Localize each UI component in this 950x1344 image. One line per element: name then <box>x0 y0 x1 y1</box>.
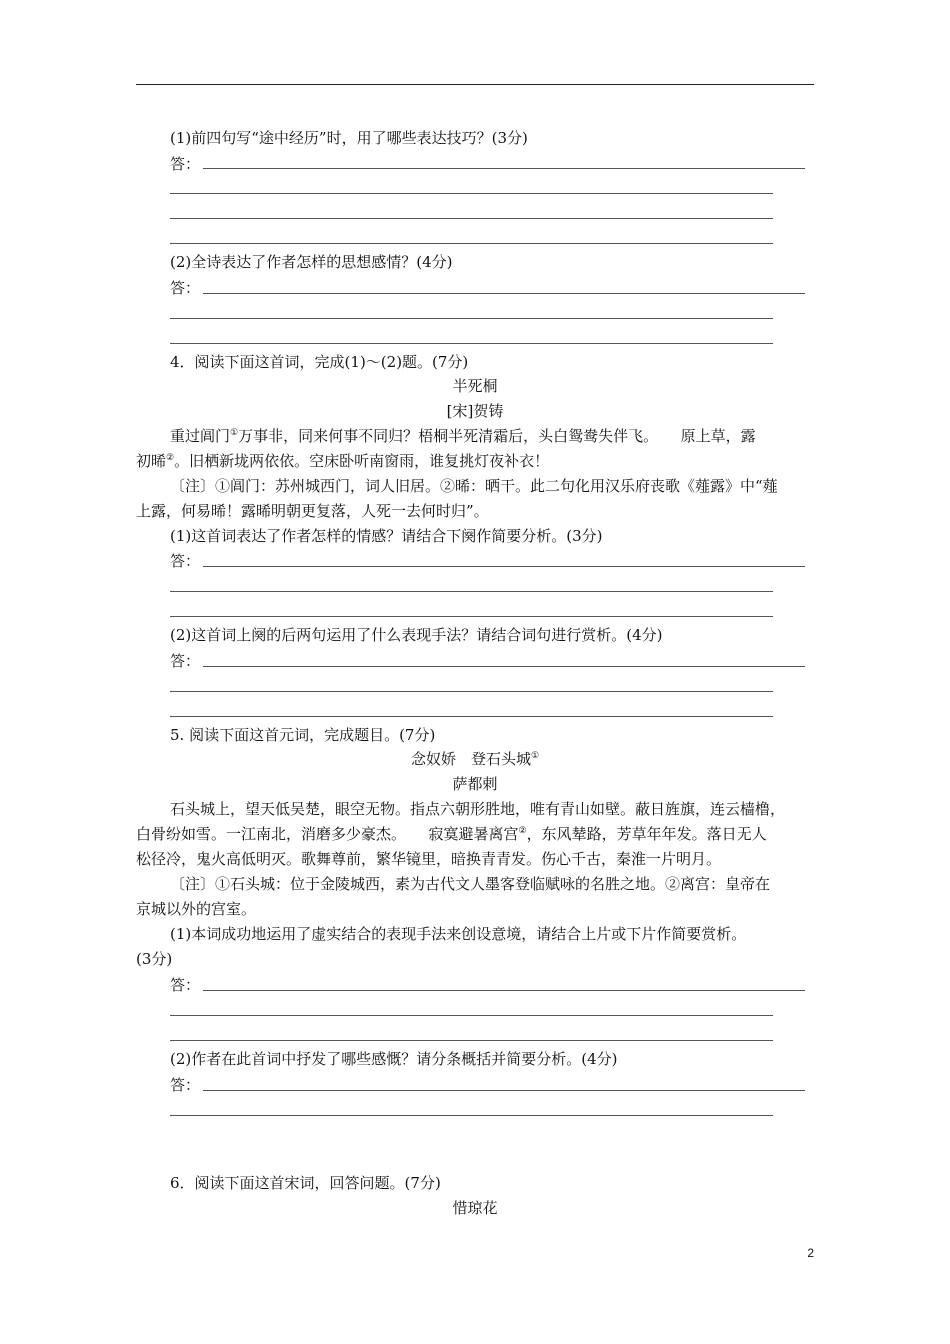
q6-poem-title: 惜琼花 <box>452 1199 498 1217</box>
q5-sub2-question: (2)作者在此首词中抒发了哪些感慨？请分条概括并简要分析。(4分) <box>170 1050 618 1068</box>
footnote-marker: ② <box>518 826 527 836</box>
q5-note-line-1: 〔注〕①石头城：位于金陵城西，素为古代文人墨客登临赋咏的名胜之地。②离宫：皇帝在 <box>170 875 771 893</box>
answer-line[interactable] <box>170 1040 773 1041</box>
answer-line[interactable] <box>170 691 773 692</box>
answer-line[interactable] <box>170 193 773 194</box>
footnote-marker: ② <box>166 453 175 463</box>
q5-poem-title: 念奴娇 登石头城① <box>410 750 540 768</box>
answer-line[interactable] <box>170 218 773 219</box>
q5-sub1-question: (1)本词成功地运用了虚实结合的表现手法来创设意境，请结合上片或下片作简要赏析。 <box>170 925 747 943</box>
q3-sub1-question: (1)前四句写“途中经历”时，用了哪些表达技巧？(3分) <box>170 129 528 147</box>
answer-line[interactable] <box>170 343 773 344</box>
q4-sub2-question: (2)这首词上阕的后两句运用了什么表现手法？请结合词句进行赏析。(4分) <box>170 626 663 644</box>
q4-sub1-question: (1)这首词表达了作者怎样的情感？请结合下阕作简要分析。(3分) <box>170 527 603 545</box>
answer-line[interactable] <box>170 318 773 319</box>
q4-poem-author: [宋]贺铸 <box>446 402 504 420</box>
q5-note-line-2: 京城以外的宫室。 <box>136 900 257 918</box>
answer-label: 答： <box>170 1076 201 1094</box>
answer-line[interactable] <box>170 716 773 717</box>
q5-poem-line-1: 石头城上，望天低吴楚，眼空无物。指点六朝形胜地，唯有青山如壁。蔽日旌旗，连云樯橹， <box>170 800 786 818</box>
answer-label: 答： <box>170 552 201 570</box>
q4-poem-title: 半死桐 <box>452 377 498 395</box>
q4-poem-line-1: 重过阊门①万事非，同来何事不同归？梧桐半死清霜后，头白鸳鸯失伴飞。 原上草，露 <box>170 427 756 445</box>
answer-line[interactable] <box>170 591 773 592</box>
q4-note-line-2: 上露，何易晞！露晞明朝更复落，人死一去何时归”。 <box>136 502 489 520</box>
answer-line[interactable] <box>203 666 805 667</box>
q5-sub1-question-cont: (3分) <box>136 950 173 968</box>
page-number: 2 <box>807 1246 814 1260</box>
q5-poem-author: 萨都剌 <box>452 775 498 793</box>
q4-poem-line-2: 初晞②。旧栖新垅两依依。空床卧听南窗雨，谁复挑灯夜补衣！ <box>136 452 550 470</box>
answer-line[interactable] <box>170 616 773 617</box>
q5-poem-line-2: 白骨纷如雪。一江南北，消磨多少豪杰。 寂寞避暑离宫②，东风辇路，芳草年年发。落日无人 <box>136 825 767 843</box>
answer-line[interactable] <box>203 990 805 991</box>
q5-prompt: 5. 阅读下面这首元词，完成题目。(7分) <box>170 726 436 744</box>
footnote-marker: ① <box>230 428 239 438</box>
answer-line[interactable] <box>203 168 805 169</box>
q3-sub2-question: (2)全诗表达了作者怎样的思想感情？(4分) <box>170 253 453 271</box>
answer-line[interactable] <box>170 1015 773 1016</box>
q5-poem-line-3: 松径冷，鬼火高低明灭。歌舞尊前，繁华镜里，暗换青青发。伤心千古，秦淮一片明月。 <box>136 850 722 868</box>
answer-label: 答： <box>170 155 201 173</box>
answer-label: 答： <box>170 279 201 297</box>
answer-line[interactable] <box>203 293 805 294</box>
answer-line[interactable] <box>170 243 773 244</box>
q4-note-line-1: 〔注〕①阊门：苏州城西门，词人旧居。②晞：晒干。此二句化用汉乐府丧歌《薤露》中“薤 <box>170 477 778 495</box>
answer-label: 答： <box>170 652 201 670</box>
q4-prompt: 4．阅读下面这首词，完成(1)～(2)题。(7分) <box>170 353 469 371</box>
footnote-marker: ① <box>530 751 540 761</box>
answer-line[interactable] <box>170 1115 773 1116</box>
answer-line[interactable] <box>203 566 805 567</box>
answer-label: 答： <box>170 976 201 994</box>
q6-prompt: 6．阅读下面这首宋词，回答问题。(7分) <box>170 1174 441 1192</box>
header-rule <box>136 84 814 85</box>
answer-line[interactable] <box>203 1090 805 1091</box>
